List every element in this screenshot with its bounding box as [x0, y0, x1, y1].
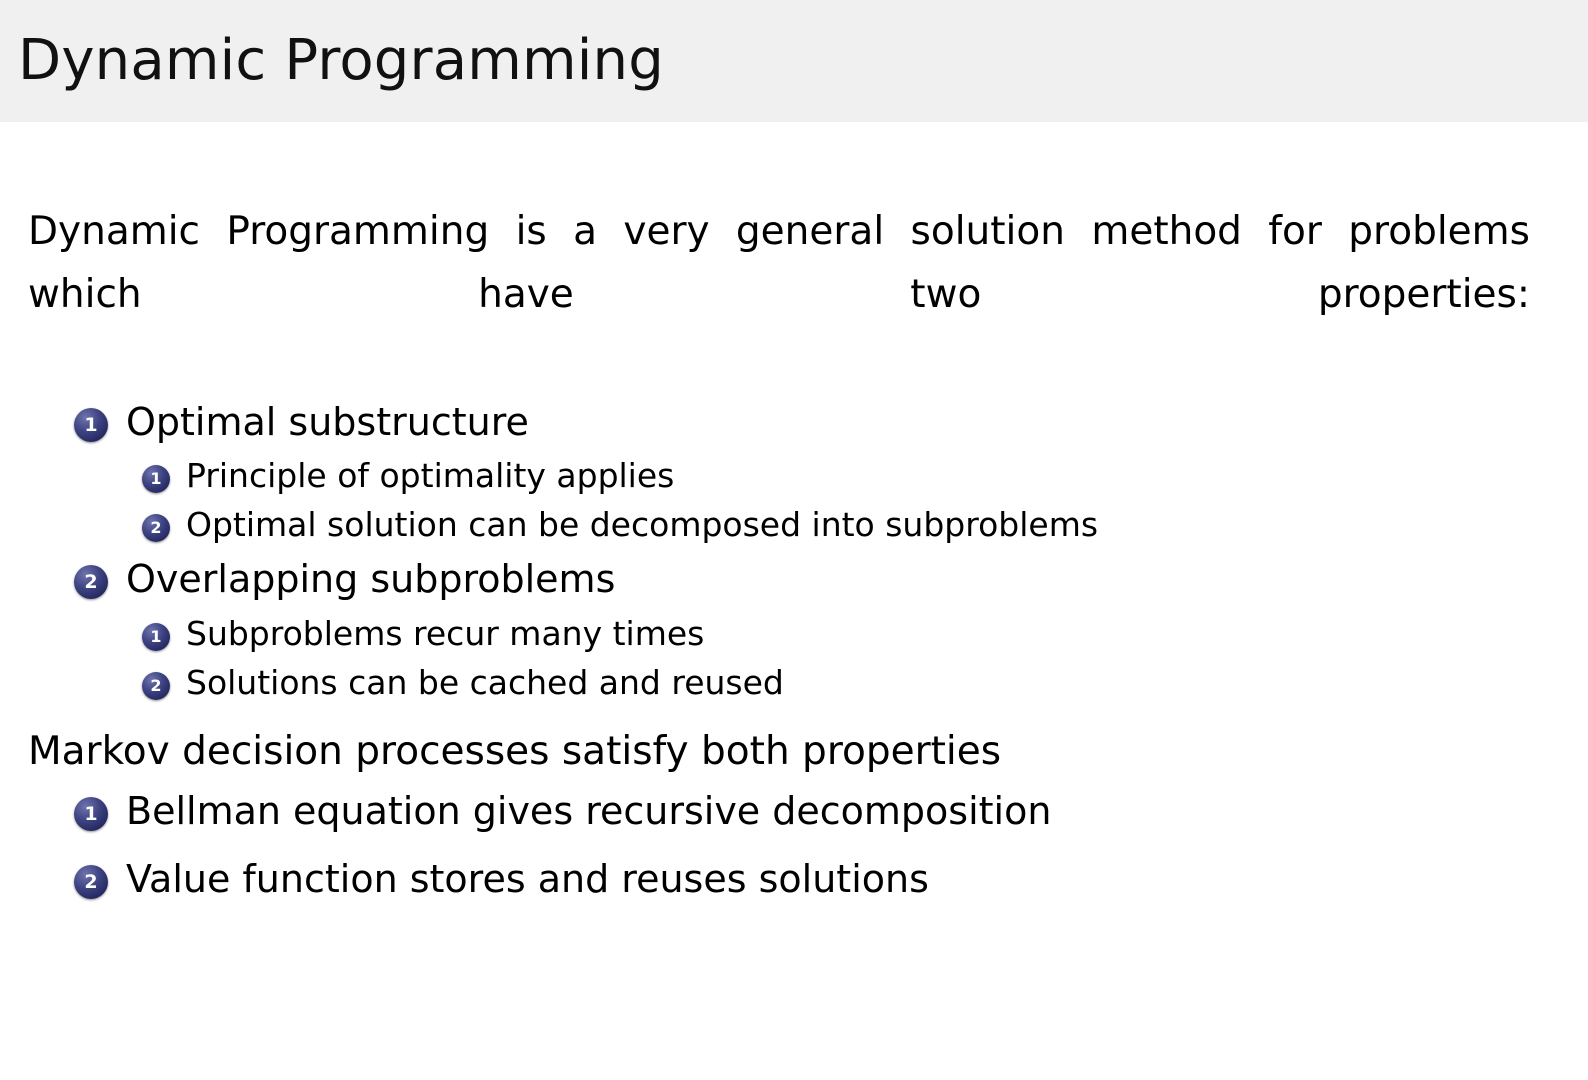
list-item-label: Optimal substructure: [126, 399, 529, 444]
list-item: [74, 553, 1530, 607]
numbered-bullet-icon: 1: [74, 797, 108, 831]
list-item: [74, 396, 1530, 450]
list-item-label: Optimal solution can be decomposed into subproblems: [186, 505, 1099, 545]
list-item: [142, 660, 1530, 707]
list-item: [142, 453, 1530, 500]
page-title: Dynamic Programming: [18, 28, 664, 94]
slide-title-bar: [0, 0, 1588, 122]
numbered-bullet-icon: 2: [74, 865, 108, 899]
slide-body: [0, 200, 1588, 907]
sublist-overlapping-subproblems: [74, 611, 1530, 707]
numbered-bullet-icon: 2: [142, 514, 170, 542]
numbered-bullet-icon: 2: [142, 672, 170, 700]
numbered-bullet-icon: 1: [74, 408, 108, 442]
properties-list: [28, 396, 1530, 707]
sublist-optimal-substructure: [74, 453, 1530, 549]
list-item-label: Bellman equation gives recursive decomposition: [126, 789, 1052, 834]
list-item: [74, 853, 1530, 907]
numbered-bullet-icon: 2: [74, 565, 108, 599]
list-item-label: Value function stores and reuses solutions: [126, 857, 929, 902]
list-item-label: Solutions can be cached and reused: [186, 663, 784, 702]
list-item-label: Principle of optimality applies: [186, 456, 675, 496]
list-item-label: Overlapping subproblems: [126, 557, 616, 602]
mdp-points-list: [28, 785, 1530, 907]
list-item: [74, 785, 1530, 839]
intro-paragraph: Dynamic Programming is a very general solution method for problems which have two properties:: [28, 209, 1530, 318]
spacer: [74, 843, 1530, 849]
list-item: [142, 502, 1530, 549]
numbered-bullet-icon: 1: [142, 465, 170, 493]
numbered-bullet-icon: 1: [142, 623, 170, 651]
mdp-statement: Markov decision processes satisfy both properties: [28, 728, 1002, 774]
list-item-label: Subproblems recur many times: [186, 614, 705, 654]
list-item: [142, 611, 1530, 658]
